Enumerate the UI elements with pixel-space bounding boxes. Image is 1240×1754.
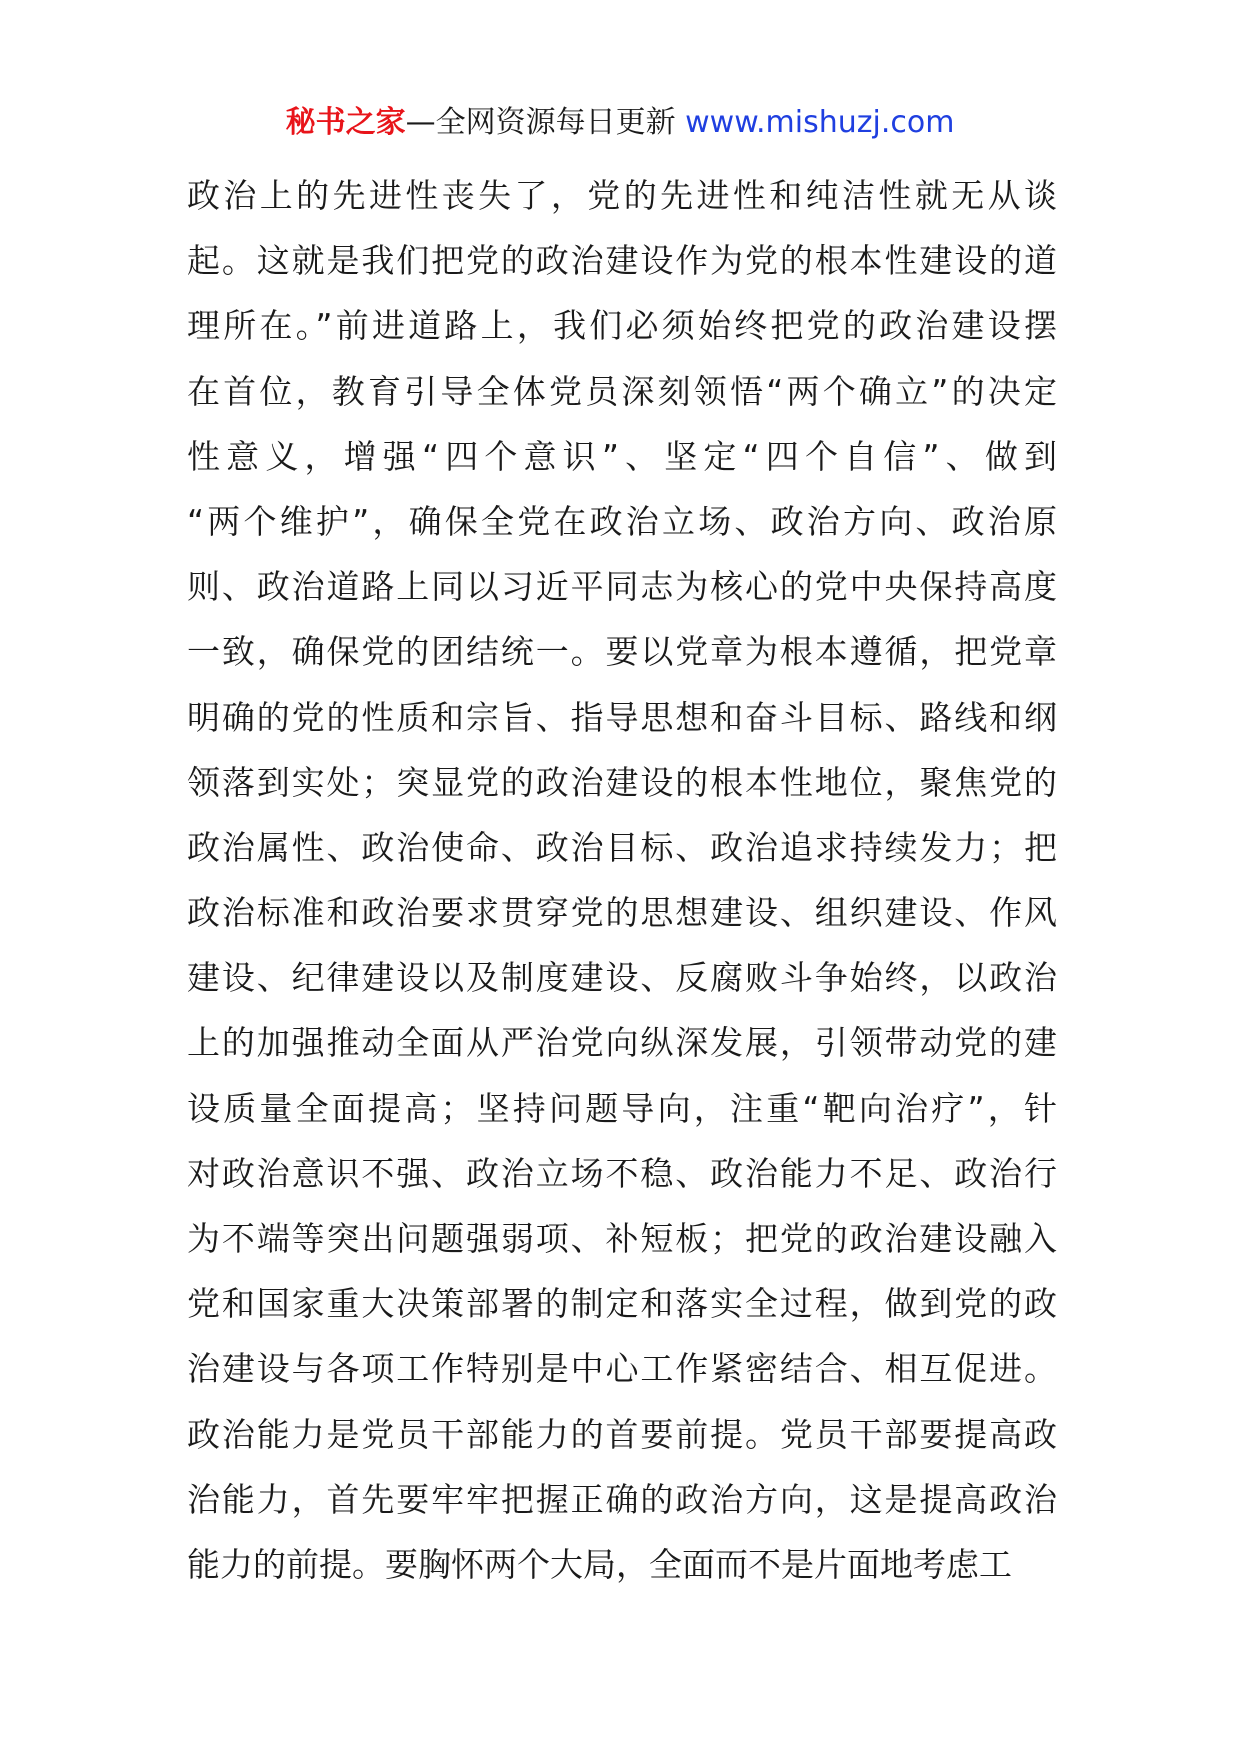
text-line: 政治能力是党员干部能力的首要前提。党员干部要提高政 (187, 1414, 1057, 1454)
page-header (0, 100, 1240, 146)
text-line: 能力的前提。要胸怀两个大局，全面而不是片面地考虑工 (187, 1544, 1012, 1584)
text-line: 上的加强推动全面从严治党向纵深发展，引领带动党的建 (187, 1023, 1057, 1063)
text-line: 设质量全面提高；坚持问题导向，注重“靶向治疗”，针 (187, 1088, 1057, 1128)
text-line: 在首位，教育引导全体党员深刻领悟“两个确立”的决定 (187, 371, 1057, 411)
website-url[interactable]: www.mishuzj.com (685, 105, 955, 140)
text-line: 党和国家重大决策部署的制定和落实全过程，做到党的政 (187, 1284, 1057, 1324)
text-line: 起。这就是我们把党的政治建设作为党的根本性建设的道 (187, 241, 1057, 281)
text-line: 建设、纪律建设以及制度建设、反腐败斗争始终，以政治 (187, 958, 1057, 998)
brand-name: 秘书之家 (285, 105, 406, 140)
body-text (187, 163, 1057, 1597)
text-line: 性意义，增强“四个意识”、坚定“四个自信”、做到 (187, 436, 1057, 476)
text-line: 一致，确保党的团结统一。要以党章为根本遵循，把党章 (187, 632, 1057, 672)
text-line: 政治属性、政治使命、政治目标、政治追求持续发力；把 (187, 827, 1057, 867)
text-line: 治能力，首先要牢牢把握正确的政治方向，这是提高政治 (187, 1479, 1057, 1519)
text-line: 政治上的先进性丧失了，党的先进性和纯洁性就无从谈 (187, 176, 1057, 215)
text-line: 则、政治道路上同以习近平同志为核心的党中央保持高度 (187, 567, 1057, 607)
header-tagline: —全网资源每日更新 (405, 105, 686, 140)
text-line: 理所在。”前进道路上，我们必须始终把党的政治建设摆 (187, 306, 1057, 346)
text-line: 领落到实处；突显党的政治建设的根本性地位，聚焦党的 (187, 762, 1057, 802)
text-line: 治建设与各项工作特别是中心工作紧密结合、相互促进。 (187, 1349, 1057, 1389)
text-line: 为不端等突出问题强弱项、补短板；把党的政治建设融入 (187, 1219, 1057, 1258)
text-line: 对政治意识不强、政治立场不稳、政治能力不足、政治行 (187, 1153, 1057, 1193)
text-line: “两个维护”，确保全党在政治立场、政治方向、政治原 (187, 501, 1057, 541)
text-line: 明确的党的性质和宗旨、指导思想和奋斗目标、路线和纲 (187, 697, 1057, 737)
text-line: 政治标准和政治要求贯穿党的思想建设、组织建设、作风 (187, 893, 1057, 933)
